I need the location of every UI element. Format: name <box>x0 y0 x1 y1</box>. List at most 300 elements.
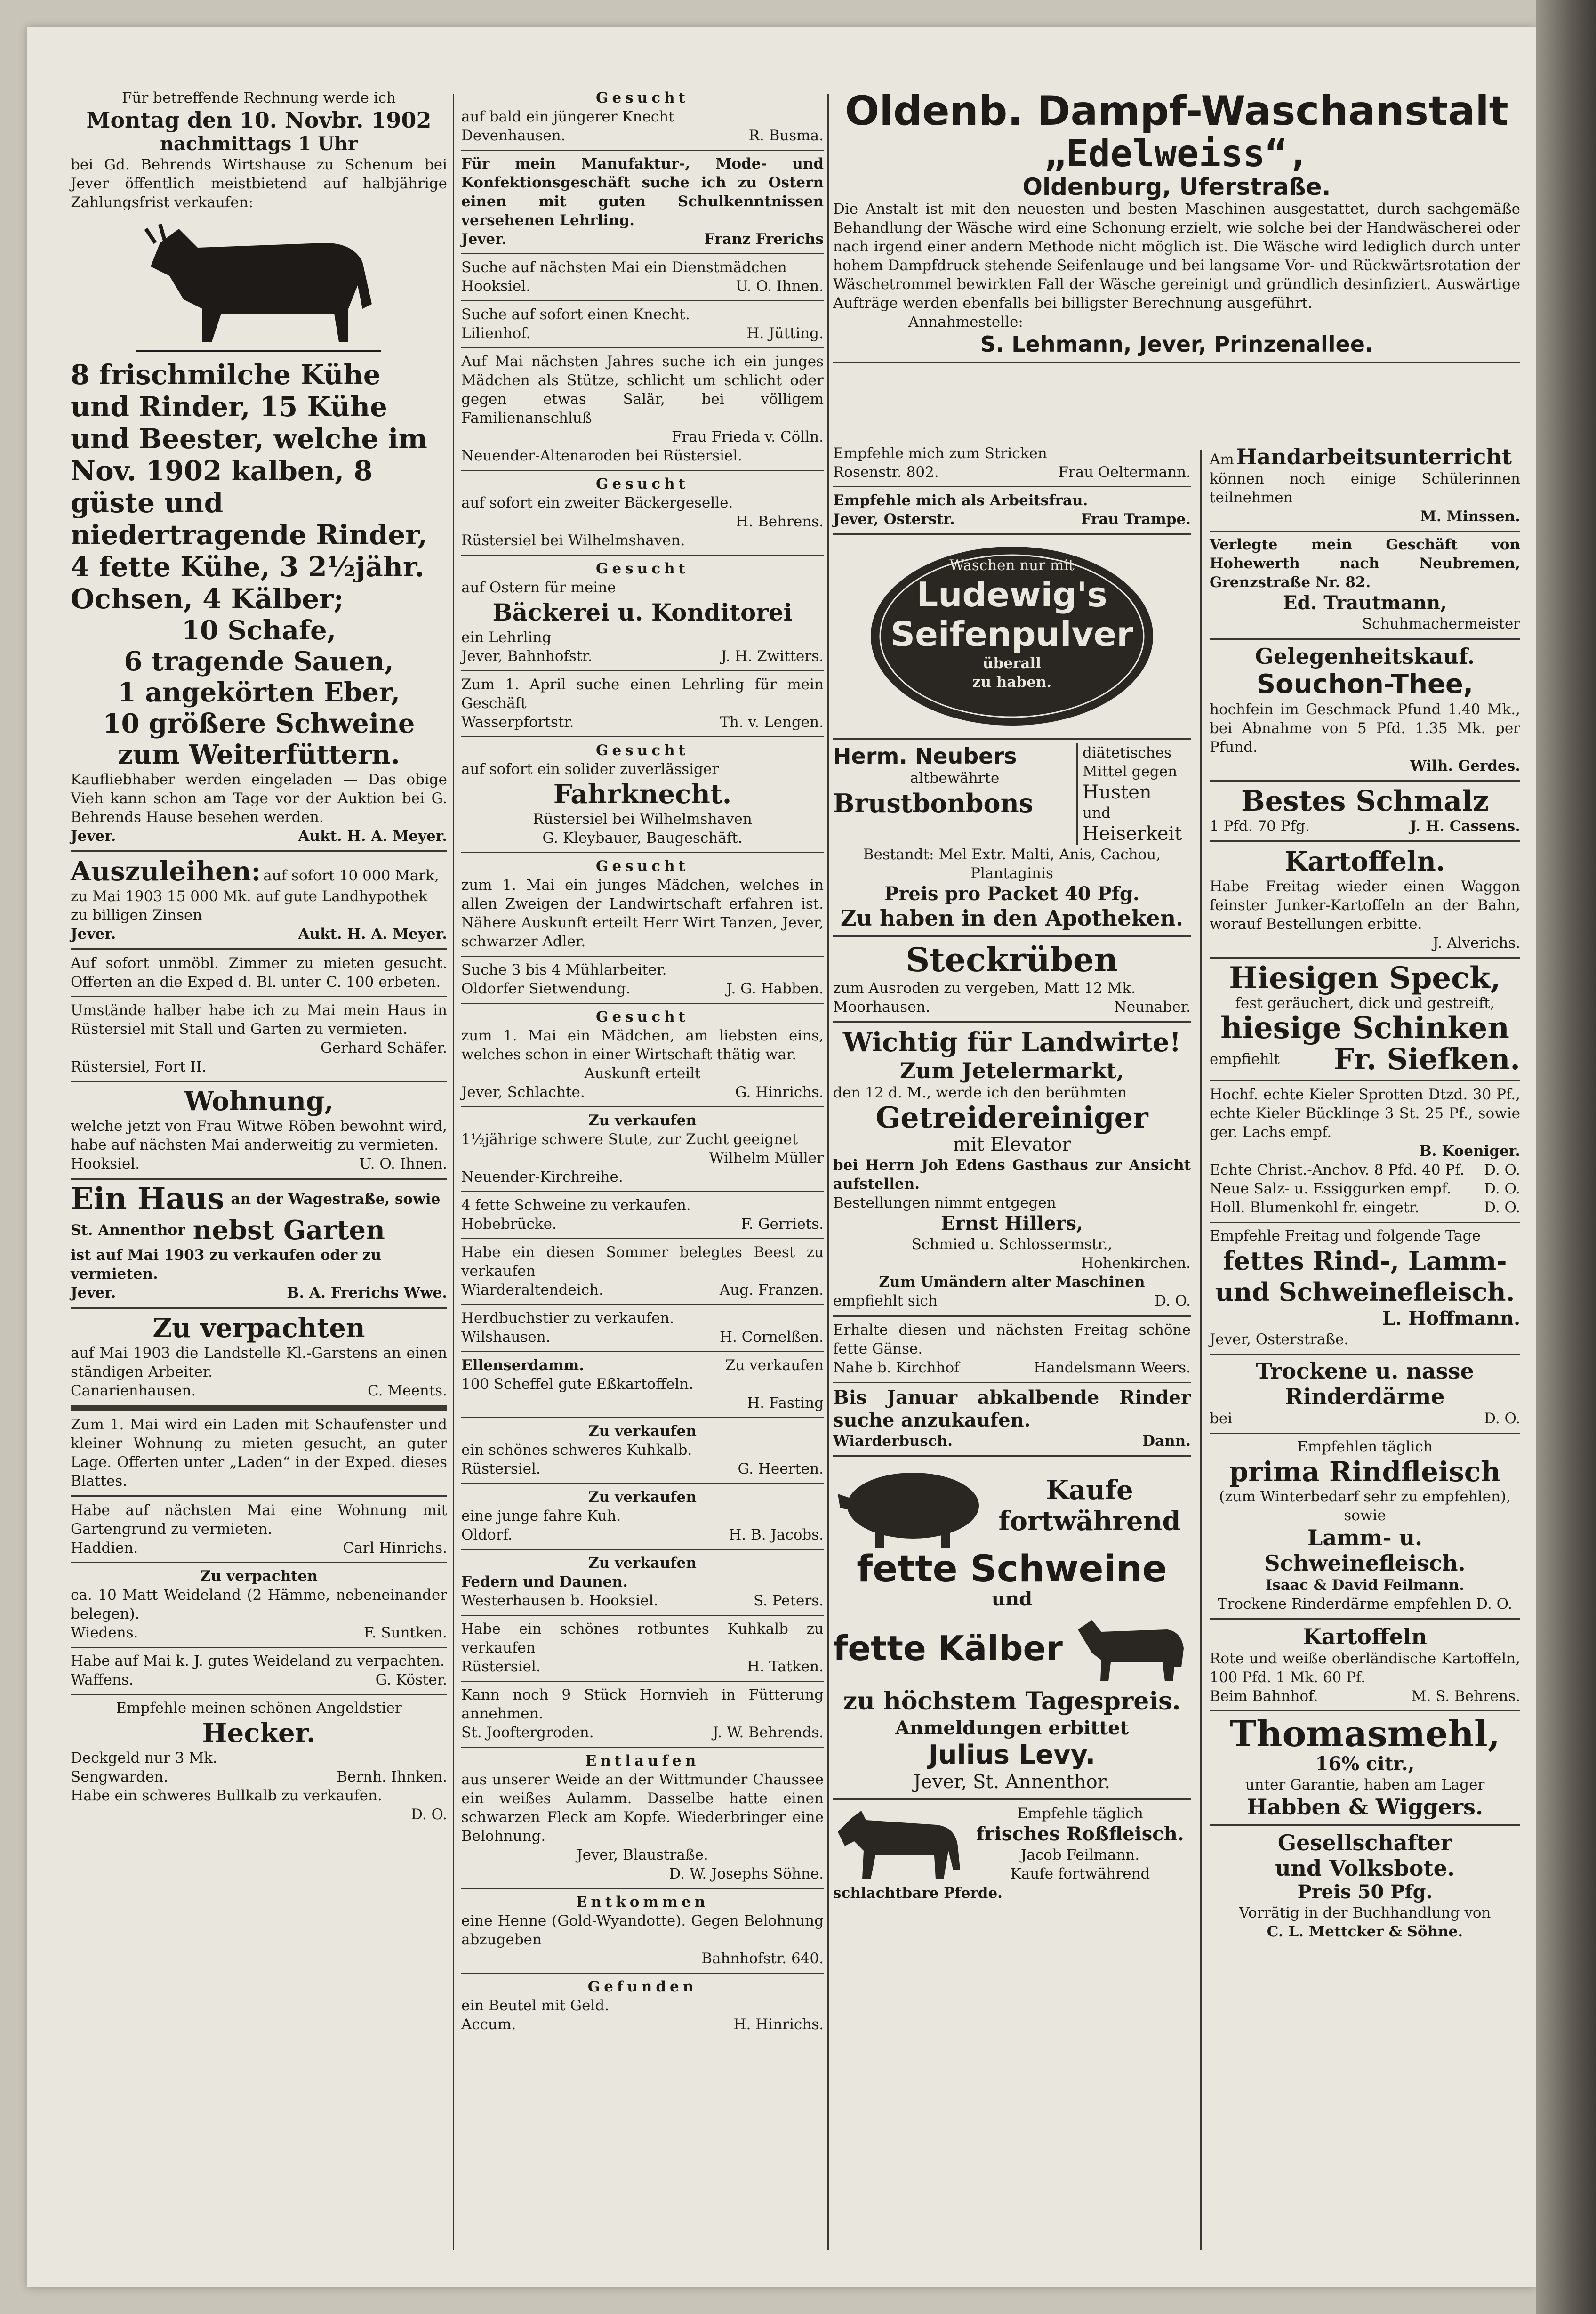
c1-verpachten2-sig-l: Wiedens. <box>71 1624 138 1641</box>
c2-konditorei-head: Gesucht <box>596 560 689 577</box>
c2-maedchen1-sig-r: U. O. Ihnen. <box>736 278 824 295</box>
c2-wirtschaft-text: zum 1. Mai ein Mädchen, am liebsten eins, welches schon in einer Wirtschaft thätig war. <box>461 1027 824 1063</box>
ad-daerme <box>1210 1355 1520 1434</box>
ad-handarbeit <box>1210 440 1520 532</box>
c2-stute-place: Neuender-Kirchreihe. <box>461 1169 623 1185</box>
c3-bonbons-side3: und <box>1083 805 1111 822</box>
ad-volksbote <box>1210 1826 1520 1946</box>
c2-kuh-head: Zu verkaufen <box>588 1489 697 1506</box>
c2-rotbunt-sig-r: H. Tatken. <box>747 1658 824 1675</box>
c1-lend-sig-r: Aukt. H. A. Meyer. <box>298 926 447 943</box>
c3-landwirte-place: Schmied u. Schlossermstr., <box>911 1236 1113 1253</box>
c2-rotbunt-text: Habe ein schönes rotbuntes Kuhkalb zu verkaufen <box>461 1621 824 1656</box>
c1-auction-date: Montag den 10. Novbr. 1902 <box>86 107 432 133</box>
c3-kartoffeln2-sig-r: M. S. Behrens. <box>1411 1688 1520 1705</box>
ad-landwirte <box>833 1023 1191 1317</box>
c1-hecker-sig-l: Sengwarden. <box>71 1768 168 1785</box>
c3-thee-head: Gelegenheitskauf. <box>1255 644 1475 669</box>
c3-bonbons-big: Brustbonbons <box>833 788 1034 818</box>
c1-auction-g5: zum Weiterfüttern. <box>118 739 400 770</box>
c3-landwirte-big: Getreidereiniger <box>875 1100 1148 1135</box>
c3-kartoffeln2-head: Kartoffeln <box>1303 1624 1427 1649</box>
c2-gefunden-head: Gefunden <box>587 1978 698 1995</box>
c3-sprotten-text3: Neue Salz- u. Essiggurken empf. <box>1210 1180 1452 1197</box>
c3-bonbons-text: Bestandt: Mel Extr. Malti, Anis, Cachou, Plantaginis <box>863 846 1161 882</box>
c2-maedchen3-head: Gesucht <box>596 858 689 875</box>
c3-bote-text: Vorrätig in der Buchhandlung von <box>1239 1904 1491 1921</box>
c3-seife-bot1: überall <box>983 655 1041 672</box>
c1-auction-goods: 8 frischmilche Kühe und Rinder, 15 Kühe und Beester, welche im Nov. 1902 kalben, 8 güste und niedertragende Rinder, 4 fette Kühe, 3 2½jähr. Ochsen, 4 Kälber; <box>71 359 427 615</box>
c1-hecker-sig-r: Bernh. Ihnken. <box>337 1768 447 1785</box>
c3-kartoffeln-head: Kartoffeln. <box>1284 846 1445 877</box>
c1-auction-intro: Für betreffende Rechnung werde ich <box>122 89 396 106</box>
c3-levy-head1: Kaufe <box>1046 1475 1133 1506</box>
c2-baecker-text: auf sofort ein zweiter Bäckergeselle. <box>461 494 733 511</box>
c1-einhaus-sig-r: B. A. Frerichs Wwe. <box>287 1284 447 1301</box>
c2-horuvieh-sig-r: J. W. Behrends. <box>713 1724 824 1741</box>
column-1 <box>71 85 447 1829</box>
c3-daerme-sig: D. O. <box>1484 1410 1520 1427</box>
c2-muehlen-text: Suche 3 bis 4 Mühlarbeiter. <box>461 961 667 978</box>
c3-handarbeit-head: Handarbeitsunterricht <box>1236 444 1512 469</box>
c3-bote-head1: Gesellschafter <box>1277 1830 1452 1855</box>
c1-einhaus-line2b: nebst Garten <box>192 1215 385 1246</box>
c3-trautmann-text: Verlegte mein Geschäft von Hohewerth nach Neubremen, Grenzstraße Nr. 82. <box>1210 536 1520 591</box>
column-rule <box>1200 450 1202 2250</box>
column-3-right <box>1210 440 1520 1946</box>
c3-rossfleisch-text3: schlachtbare Pferde. <box>833 1885 1003 1902</box>
c2-schweine-sig-r: F. Gerriets. <box>741 1216 824 1233</box>
c2-federn-sig-l: Westerhausen b. Hooksiel. <box>461 1592 658 1609</box>
ad-seifenpulver <box>833 535 1191 740</box>
c3-thomas-text: unter Garantie, haben am Lager <box>1245 1776 1485 1793</box>
ad-thomasmehl <box>1210 1711 1520 1826</box>
c3-wasch-head3: Oldenburg, Uferstraße. <box>1022 173 1331 201</box>
c2-federn-text: Federn und Daunen. <box>461 1573 628 1590</box>
c3-speck-pre: empfiehlt <box>1210 1051 1280 1068</box>
c3-stricken-sig-r: Frau Oeltermann. <box>1058 464 1191 481</box>
c2-fahrknecht-name: G. Kleybauer, Baugeschäft. <box>542 830 743 847</box>
c1-haus1-name: Gerhard Schäfer. <box>320 1040 447 1056</box>
c2-entlaufen-name: D. W. Josephs Söhne. <box>669 1865 824 1882</box>
c2-knecht2-sig-l: Lilienhof. <box>461 325 531 342</box>
c1-wohnung2-sig-l: Haddien. <box>71 1540 138 1556</box>
ad-rinder <box>833 1383 1191 1457</box>
c3-speck-head: Hiesigen Speck, <box>1229 960 1501 996</box>
c1-wohnung-sig-l: Hooksiel. <box>71 1155 140 1172</box>
c1-auction-sig-l: Jever. <box>71 828 116 845</box>
c3-sprotten-text: Hochf. echte Kieler Sprotten Dtzd. 30 Pf., echte Kieler Bücklinge 3 St. 25 Pf., sowie ger. Lachs empf. <box>1210 1086 1520 1141</box>
ad-maedchen1 <box>461 254 824 301</box>
ad-verpachten2 <box>71 1563 447 1648</box>
c3-levy-big2: fette Kälber <box>833 1629 1063 1668</box>
c3-gaense-text: Erhalte diesen und nächsten Freitag schöne fette Gänse. <box>833 1322 1191 1357</box>
c2-beest-sig-r: Aug. Franzen. <box>719 1282 824 1298</box>
ad-fahrknecht <box>461 737 824 853</box>
c1-auction-text: bei Gd. Behrends Wirtshause zu Schenum bei Jever öffentlich meistbietend auf halbjährige Zahlungsfrist verkaufen: <box>71 156 447 211</box>
c3-sprotten-t4s: D. O. <box>1484 1199 1520 1216</box>
c3-wasch-agent: S. Lehmann, Jever, Prinzenallee. <box>980 331 1373 357</box>
c3-sprotten-text2: Echte Christ.-Anchov. 8 Pfd. 40 Pf. <box>1210 1161 1465 1178</box>
c3-thee-sig: Wilh. Gerdes. <box>1410 758 1520 774</box>
c2-federn-sig-r: S. Peters. <box>753 1592 824 1609</box>
c3-bonbons-side1: diätetisches Mittel gegen <box>1083 744 1178 780</box>
c2-entkommen-sig: Bahnhofstr. 640. <box>701 1950 824 1967</box>
c3-wasch-text: Die Anstalt ist mit den neuesten und besten Maschinen ausgestattet, durch sachgemäße Behandlung der Wäsche wird eine Schonung erzielt, wie solche bei der Handwäscherei oder nach irgend einer andern Methode nicht möglich ist. Die Wäsche wird lediglich durch unter hohem Dampfdruck stehende Seifenlauge und bei langsame Vor- und Rückwärtsrotation der Wäschetrommel bewirkten Fall der Wäsche gereinigt und gründlich desinfiziert. Auswärtige Aufträge werden ebenfalls bei billigster Berechnung ausgeführt. <box>833 201 1520 312</box>
ad-knecht2 <box>461 301 824 348</box>
c1-auction-time: nachmittags 1 Uhr <box>160 133 358 155</box>
c1-verpachten-text: auf Mai 1903 die Landstelle Kl.-Garstens an einen ständigen Arbeiter. <box>71 1345 447 1380</box>
c2-herd-text: Herdbuchstier zu verkaufen. <box>461 1310 674 1327</box>
c1-einhaus-line2a: St. Annenthor <box>71 1222 185 1239</box>
c1-lend-sig-l: Jever. <box>71 926 116 943</box>
c2-stute-head: Zu verkaufen <box>588 1112 697 1129</box>
c3-levy-und: und <box>991 1588 1033 1610</box>
c2-konditorei-sig-r: J. H. Zwitters. <box>721 648 824 665</box>
c1-hecker-text: Deckgeld nur 3 Mk. <box>71 1750 217 1766</box>
c3-arbeitsfrau-sig-l: Jever, Osterstr. <box>833 511 955 528</box>
c3-landwirte-sub2: mit Elevator <box>953 1134 1071 1155</box>
ad-maedchen3 <box>461 853 824 957</box>
cow-icon <box>127 215 391 356</box>
ad-hornvieh <box>461 1682 824 1748</box>
ad-julius-levy <box>833 1457 1191 1800</box>
c3-levy-sub: Anmeldungen erbittet <box>895 1717 1129 1739</box>
c1-auction-g4: 10 größere Schweine <box>103 708 415 739</box>
ad-auction <box>71 85 447 852</box>
c3-bonbons-where: Zu haben in den Apotheken. <box>840 905 1184 931</box>
c3-rinder-text: Bis Januar abkalbende Rinder suche anzukaufen. <box>833 1387 1191 1431</box>
c3-rinder-sig-r: Dann. <box>1142 1433 1191 1450</box>
c1-hecker-text2: Habe ein schweres Bullkalb zu verkaufen. <box>71 1787 382 1804</box>
c3-landwirte-name: Ernst Hillers, <box>941 1212 1083 1234</box>
c2-kartoffeln-sig: H. Fasting <box>747 1395 824 1411</box>
c3-kartoffeln2-text: Rote und weiße oberländische Kartoffeln, 100 Pfd. 1 Mk. 60 Pf. <box>1210 1650 1520 1686</box>
c3-bonbons-sub: altbewährte <box>910 770 1000 787</box>
c1-verpachten2-head: Zu verpachten <box>200 1568 318 1585</box>
c3-landwirte-place2: Hohenkirchen. <box>1081 1255 1191 1272</box>
c2-maedchen1-sig-l: Hooksiel. <box>461 278 531 295</box>
c1-lend-head: Auszuleihen: <box>71 856 261 887</box>
c2-knecht1-head: Gesucht <box>596 89 689 106</box>
c2-lehrling2-text: Zum 1. April suche einen Lehrling für mein Geschäft <box>461 676 824 712</box>
c2-knecht1-sig-r: R. Busma. <box>748 127 824 144</box>
c2-fahrknecht-place: Rüstersiel bei Wilhelmshaven <box>533 811 752 828</box>
c3-sprotten-t2s: D. O. <box>1484 1161 1520 1178</box>
ad-herdbuch <box>461 1305 824 1352</box>
c3-landwirte-text4: Zum Umändern alter Maschinen <box>879 1274 1145 1290</box>
c2-knecht1-text: auf bald ein jüngerer Knecht <box>461 108 674 125</box>
c2-kuhkalb-sig-l: Rüstersiel. <box>461 1460 541 1477</box>
ad-ein-haus <box>71 1180 447 1309</box>
ad-rossfleisch <box>833 1800 1191 1907</box>
c1-laden-text: Zum 1. Mai wird ein Laden mit Schaufenster und kleiner Wohnung zu mieten gesucht, an guter Lage. Offerten unter „Laden“ in der Exped. dieses Blattes. <box>71 1416 447 1490</box>
c2-entlaufen-head: Entlaufen <box>585 1752 700 1769</box>
c2-kartoffeln-text: 100 Scheffel gute Eßkartoffeln. <box>461 1376 694 1393</box>
c1-wohnung-sig-r: U. O. Ihnen. <box>359 1155 447 1172</box>
c3-thomas-pct: 16% citr., <box>1315 1753 1415 1775</box>
c2-beest-text: Habe ein diesen Sommer belegtes Beest zu verkaufen <box>461 1244 824 1280</box>
ad-kartoffeln-alverichs <box>1210 842 1520 959</box>
c2-muehlen-sig-r: J. G. Habben. <box>726 980 824 997</box>
c3-arbeitsfrau-sig-r: Frau Trampe. <box>1081 511 1191 528</box>
ad-gefunden <box>461 1974 824 2039</box>
c3-prima-name: Isaac & David Feilmann. <box>1265 1577 1465 1594</box>
c1-zimmer-text: Auf sofort unmöbl. Zimmer zu mieten gesucht. Offerten an die Exped d. Bl. unter C. 100 erbeten. <box>71 955 447 991</box>
c3-seife-top: Waschen nur mit <box>949 557 1075 574</box>
c2-kuh-sig-l: Oldorf. <box>461 1526 513 1543</box>
ad-beest <box>461 1239 824 1305</box>
ad-wirtschaft <box>461 1004 824 1107</box>
ad-zimmer <box>71 950 447 997</box>
c3-arbeitsfrau-text: Empfehle mich als Arbeitsfrau. <box>833 492 1088 509</box>
c1-einhaus-sig-l: Jever. <box>71 1284 116 1301</box>
c3-rindfleisch-name: L. Hoffmann. <box>1382 1307 1520 1330</box>
c1-haus1-text: Umstände halber habe ich zu Mai mein Haus in Rüstersiel mit Stall und Garten zu vermieten. <box>71 1002 447 1038</box>
c3-prima-big: prima Rindfleisch <box>1229 1456 1501 1488</box>
c2-lehrling1-sig-r: Franz Frerichs <box>704 231 824 248</box>
c3-stricken-text: Empfehle mich zum Stricken <box>833 445 1047 462</box>
calf-icon <box>1068 1611 1191 1686</box>
c2-kuhkalb-sig-r: G. Heerten. <box>738 1460 824 1477</box>
c2-entlaufen-text: aus unserer Weide an der Wittmunder Chaussee ein weißes Aulamm. Dasselbe hatte einen schwarzen Fleck am Kopfe. Wiederbringer eine Belohnung. <box>461 1771 824 1845</box>
c2-konditorei-big: Bäckerei u. Konditorei <box>492 598 793 626</box>
c3-sprotten-t3s: D. O. <box>1484 1180 1520 1197</box>
c1-wohnung2-text: Habe auf nächsten Mai eine Wohnung mit Gartengrund zu vermieten. <box>71 1502 447 1538</box>
ad-feilmann <box>1210 1434 1520 1620</box>
ad-knecht1 <box>461 85 824 151</box>
c1-lend-text1: auf sofort 10 000 Mark, zu Mai 1903 15 000 Mk. auf gute Landhypothek zu billigen Zinsen <box>71 867 439 924</box>
ad-entkommen <box>461 1889 824 1974</box>
ad-entlaufen <box>461 1748 824 1889</box>
c3-bote-name: C. L. Mettcker & Söhne. <box>1267 1923 1463 1940</box>
c3-kartoffeln-text: Habe Freitag wieder einen Waggon feinster Junker-Kartoffeln an der Bahn, worauf Bestellungen erbitte. <box>1210 878 1520 933</box>
c3-speck-big: hiesige Schinken <box>1220 1010 1509 1046</box>
c2-maedchen2-place: Neuender-Altenaroden bei Rüstersiel. <box>461 447 743 464</box>
c1-auction-g3: 1 angekörten Eber, <box>117 677 400 708</box>
c2-herd-sig-r: H. Cornelßen. <box>719 1329 824 1346</box>
c2-maedchen2-text: Auf Mai nächsten Jahres suche ich ein junges Mädchen als Stütze, schlicht um schlicht oder gegen etwas Salär, bei völligem Familienanschluß <box>461 353 824 427</box>
c2-lehrling2-sig-l: Wasserpfortstr. <box>461 714 574 731</box>
c3-steckrueben-sig-l: Moorhausen. <box>833 999 930 1016</box>
ad-lehrling1 <box>461 151 824 254</box>
c3-levy-name: Julius Levy. <box>928 1740 1096 1770</box>
c2-konditorei-text2: ein Lehrling <box>461 629 552 646</box>
c1-einhaus-side: an der Wagestraße, sowie <box>231 1191 441 1208</box>
pig-icon <box>833 1461 988 1550</box>
ad-wohnung <box>71 1082 447 1180</box>
c2-stute-text: 1½jährige schwere Stute, zur Zucht geeignet <box>461 1131 798 1148</box>
c3-rindfleisch-big: fettes Rind-, Lamm- und Schweinefleisch. <box>1215 1246 1515 1307</box>
ad-gaense <box>833 1317 1191 1383</box>
ad-lehrling2 <box>461 671 824 737</box>
c2-baecker-place: Rüstersiel bei Wilhelmshaven. <box>461 532 685 549</box>
c3-rossfleisch-big: frisches Roßfleisch. <box>976 1823 1184 1845</box>
c2-fahrknecht-head: Gesucht <box>596 742 689 759</box>
ad-steckrueben <box>833 937 1191 1023</box>
c2-kuh-text: eine junge fahre Kuh. <box>461 1508 621 1524</box>
ad-brustbonbons <box>833 740 1191 937</box>
c3-rossfleisch-text1: Empfehle täglich <box>1017 1805 1143 1822</box>
c2-wirtschaft-sig-r: G. Hinrichs. <box>735 1084 824 1101</box>
c2-konditorei-sig-l: Jever, Bahnhofstr. <box>461 648 593 665</box>
c3-daerme-text: bei <box>1210 1410 1233 1427</box>
c2-kuh-sig-r: H. B. Jacobs. <box>729 1526 824 1543</box>
c2-gefunden-text: ein Beutel mit Geld. <box>461 1997 610 2014</box>
c2-kuhkalb-head: Zu verkaufen <box>588 1423 697 1440</box>
ad-muehlen <box>461 957 824 1004</box>
column-rule <box>827 94 829 2250</box>
c1-verpachten-sig-l: Canarienhausen. <box>71 1382 196 1399</box>
c1-weideland-sig-r: G. Köster. <box>375 1671 447 1688</box>
c3-handarbeit-pre: Am <box>1210 451 1234 468</box>
ad-wohnung2 <box>71 1497 447 1563</box>
c3-handarbeit-text: können noch einige Schülerinnen teilnehmen <box>1210 470 1520 506</box>
horse-icon <box>833 1804 970 1884</box>
c3-levy-place: Jever, St. Annenthor. <box>913 1771 1111 1793</box>
c2-muehlen-sig-l: Oldorfer Sietwendung. <box>461 980 631 997</box>
c2-maedchen3-text: zum 1. Mai ein junges Mädchen, welches in allen Zweigen der Landwirtschaft erfahren ist. Nähere Auskunft erteilt Herr Wirt Tanzen, Jever, schwarzer Adler. <box>461 877 824 950</box>
c3-schmalz-sig-l: 1 Pfd. 70 Pfg. <box>1210 818 1310 835</box>
ad-kuh <box>461 1484 824 1550</box>
c2-schweine-text: 4 fette Schweine zu verkaufen. <box>461 1197 691 1214</box>
c3-rindfleisch-place: Jever, Osterstraße. <box>1210 1331 1349 1348</box>
c3-thomas-name: Habben & Wiggers. <box>1247 1794 1483 1820</box>
ad-thee <box>1210 640 1520 782</box>
c1-wohnung-head: Wohnung, <box>184 1086 334 1117</box>
c3-seife-brand2: Seifenpulver <box>890 614 1133 654</box>
c2-gefunden-sig-r: H. Hinrichs. <box>733 2016 824 2033</box>
c3-trautmann-sub: Schuhmachermeister <box>1362 615 1520 632</box>
c2-baecker-name: H. Behrens. <box>736 513 824 530</box>
ad-arbeitsfrau <box>833 487 1191 535</box>
c2-fahrknecht-text: auf sofort ein solider zuverlässiger <box>461 761 719 778</box>
c3-bonbons-price: Preis pro Packet 40 Pfg. <box>884 883 1139 905</box>
c2-konditorei-text: auf Ostern für meine <box>461 579 616 596</box>
c1-hecker-intro: Empfehle meinen schönen Angeldstier <box>116 1700 402 1717</box>
c1-wohnung-text: welche jetzt von Frau Witwe Röben bewohnt wird, habe auf nächsten Mai anderweitig zu vermieten. <box>71 1118 447 1153</box>
ad-stute <box>461 1107 824 1192</box>
c3-levy-price: zu höchstem Tagespreis. <box>843 1687 1181 1716</box>
c2-gefunden-sig-l: Accum. <box>461 2016 516 2033</box>
ad-weideland <box>71 1648 447 1695</box>
c1-einhaus-line3: ist auf Mai 1903 zu verkaufen oder zu vermieten. <box>71 1247 381 1282</box>
c2-kuhkalb-text: ein schönes schweres Kuhkalb. <box>461 1442 692 1459</box>
c2-lehrling1-sig-l: Jever. <box>461 231 507 248</box>
c2-herd-sig-l: Wilshausen. <box>461 1329 551 1346</box>
c2-maedchen1-text: Suche auf nächsten Mai ein Dienstmädchen <box>461 259 787 276</box>
ad-maedchen2 <box>461 348 824 471</box>
c3-rossfleisch-text2: Kaufe fortwährend <box>1010 1865 1150 1882</box>
ad-lend <box>71 852 447 950</box>
ad-verpachten <box>71 1309 447 1407</box>
c3-wasch-head1: Oldenb. Dampf-Waschanstalt <box>845 88 1508 135</box>
c3-rossfleisch-name: Jacob Feilmann. <box>1020 1846 1140 1863</box>
ad-rotbunt <box>461 1616 824 1682</box>
c1-verpachten2-sig-r: F. Suntken. <box>364 1624 447 1641</box>
c3-seife-bot2: zu haben. <box>972 674 1052 691</box>
c2-beest-sig-l: Wiarderaltendeich. <box>461 1282 603 1298</box>
c2-knecht1-sig-l: Devenhausen. <box>461 127 566 144</box>
c3-landwirte-sub: Zum Jetelermarkt, <box>899 1058 1124 1083</box>
c2-lehrling1-text: Für mein Manufaktur-, Mode- und Konfektionsgeschäft suche ich zu Ostern einen mit guten Schulkenntnissen versehenen Lehrling. <box>461 155 824 229</box>
c2-baecker-head: Gesucht <box>596 476 689 492</box>
c2-entlaufen-place: Jever, Blaustraße. <box>577 1846 708 1863</box>
ad-hecker <box>71 1695 447 1829</box>
ad-speck <box>1210 959 1520 1081</box>
c1-weideland-sig-l: Waffens. <box>71 1671 134 1688</box>
c1-auction-g1: 10 Schafe, <box>181 615 337 646</box>
c2-fahrknecht-big: Fahrknecht. <box>553 779 732 810</box>
c2-wirtschaft-head: Gesucht <box>596 1008 689 1025</box>
c1-hecker-sig2: D. O. <box>411 1806 447 1823</box>
c3-bote-head2: und Volksbote. <box>1275 1855 1455 1881</box>
ad-konditorei <box>461 556 824 671</box>
ad-schweine <box>461 1192 824 1239</box>
c3-landwirte-sig: D. O. <box>1155 1292 1191 1309</box>
c2-knecht2-text: Suche auf sofort einen Knecht. <box>461 306 690 323</box>
c2-entkommen-text: eine Henne (Gold-Wyandotte). Gegen Belohnung abzugeben <box>461 1912 824 1948</box>
ad-baecker <box>461 471 824 556</box>
c3-prima-text: Empfehlen täglich <box>1297 1438 1433 1455</box>
ad-kartoffeln-behrens <box>1210 1620 1520 1711</box>
c3-prima-big2: Lamm- u. Schweinefleisch. <box>1264 1525 1466 1576</box>
c3-thomas-head: Thomasmehl, <box>1229 1713 1500 1755</box>
c3-steckrueben-sig-r: Neunaber. <box>1114 999 1191 1016</box>
c1-verpachten2-text: ca. 10 Matt Weideland (2 Hämme, nebeneinander belegen). <box>71 1587 447 1622</box>
c3-landwirte-text: den 12 d. M., werde ich den berühmten <box>833 1084 1127 1101</box>
c1-verpachten-sig-r: C. Meents. <box>368 1382 447 1399</box>
c3-steckrueben-text: zum Ausroden zu vergeben, Matt 12 Mk. <box>833 980 1136 997</box>
c1-einhaus-head: Ein Haus <box>71 1181 225 1217</box>
c3-trautmann-name: Ed. Trautmann, <box>1283 592 1447 614</box>
c2-wirtschaft-sub: Auskunft erteilt <box>584 1065 701 1082</box>
c3-thee-text: hochfein im Geschmack Pfund 1.40 Mk., bei Abnahme von 5 Pfd. 1.35 Mk. per Pfund. <box>1210 701 1520 756</box>
c3-landwirte-head: Wichtig für Landwirte! <box>842 1027 1181 1058</box>
c3-thee-big: Souchon-Thee, <box>1256 669 1474 700</box>
c3-landwirte-text2: bei Herrn Joh Edens Gasthaus zur Ansicht aufstellen. <box>833 1157 1191 1193</box>
c3-speck-sub: fest geräuchert, dick und gestreift, <box>1235 995 1495 1012</box>
ad-laden <box>71 1407 447 1497</box>
c3-kartoffeln2-sig-l: Beim Bahnhof. <box>1210 1688 1318 1705</box>
newspaper-page <box>71 85 1520 2250</box>
c3-prima-sub: (zum Winterbedarf sehr zu empfehlen), <box>1219 1488 1511 1505</box>
c3-bonbons-side2: Husten <box>1083 782 1152 803</box>
column-2 <box>461 85 824 2039</box>
c1-auction-g2: 6 tragende Sauen, <box>124 646 394 677</box>
c3-prima-sub2: sowie <box>1344 1507 1386 1524</box>
ad-trautmann <box>1210 532 1520 640</box>
c3-landwirte-text5: empfiehlt sich <box>833 1292 938 1309</box>
c2-wirtschaft-sig-l: Jever, Schlachte. <box>461 1084 585 1101</box>
c1-auction-note: Kaufliebhaber werden eingeladen — Das obige Vieh kann schon am Tage vor der Auktion bei G. Behrends Hause besehen werden. <box>71 771 447 826</box>
c3-wasch-annahme: Annahmestelle: <box>908 314 1023 331</box>
c3-bote-price: Preis 50 Pfg. <box>1297 1881 1433 1903</box>
c3-rinder-sig-l: Wiarderbusch. <box>833 1433 953 1450</box>
column-rule <box>453 94 454 2250</box>
c3-gaense-sig-r: Handelsmann Weers. <box>1034 1359 1191 1376</box>
ad-sprotten <box>1210 1081 1520 1223</box>
c3-levy-head2: fortwährend <box>998 1506 1181 1537</box>
c3-levy-big1: fette Schweine <box>857 1548 1167 1590</box>
c2-kartoffeln-head: Ellenserdamm. <box>461 1357 585 1374</box>
c1-haus1-place: Rüstersiel, Fort II. <box>71 1058 207 1075</box>
c3-sprotten-text4: Holl. Blumenkohl fr. eingetr. <box>1210 1199 1420 1216</box>
ad-haus <box>71 997 447 1082</box>
c2-knecht2-sig-r: H. Jütting. <box>746 325 824 342</box>
column-3-left <box>833 440 1191 1907</box>
c2-horuvieh-text: Kann noch 9 Stück Hornvieh in Fütterung annehmen. <box>461 1686 824 1722</box>
